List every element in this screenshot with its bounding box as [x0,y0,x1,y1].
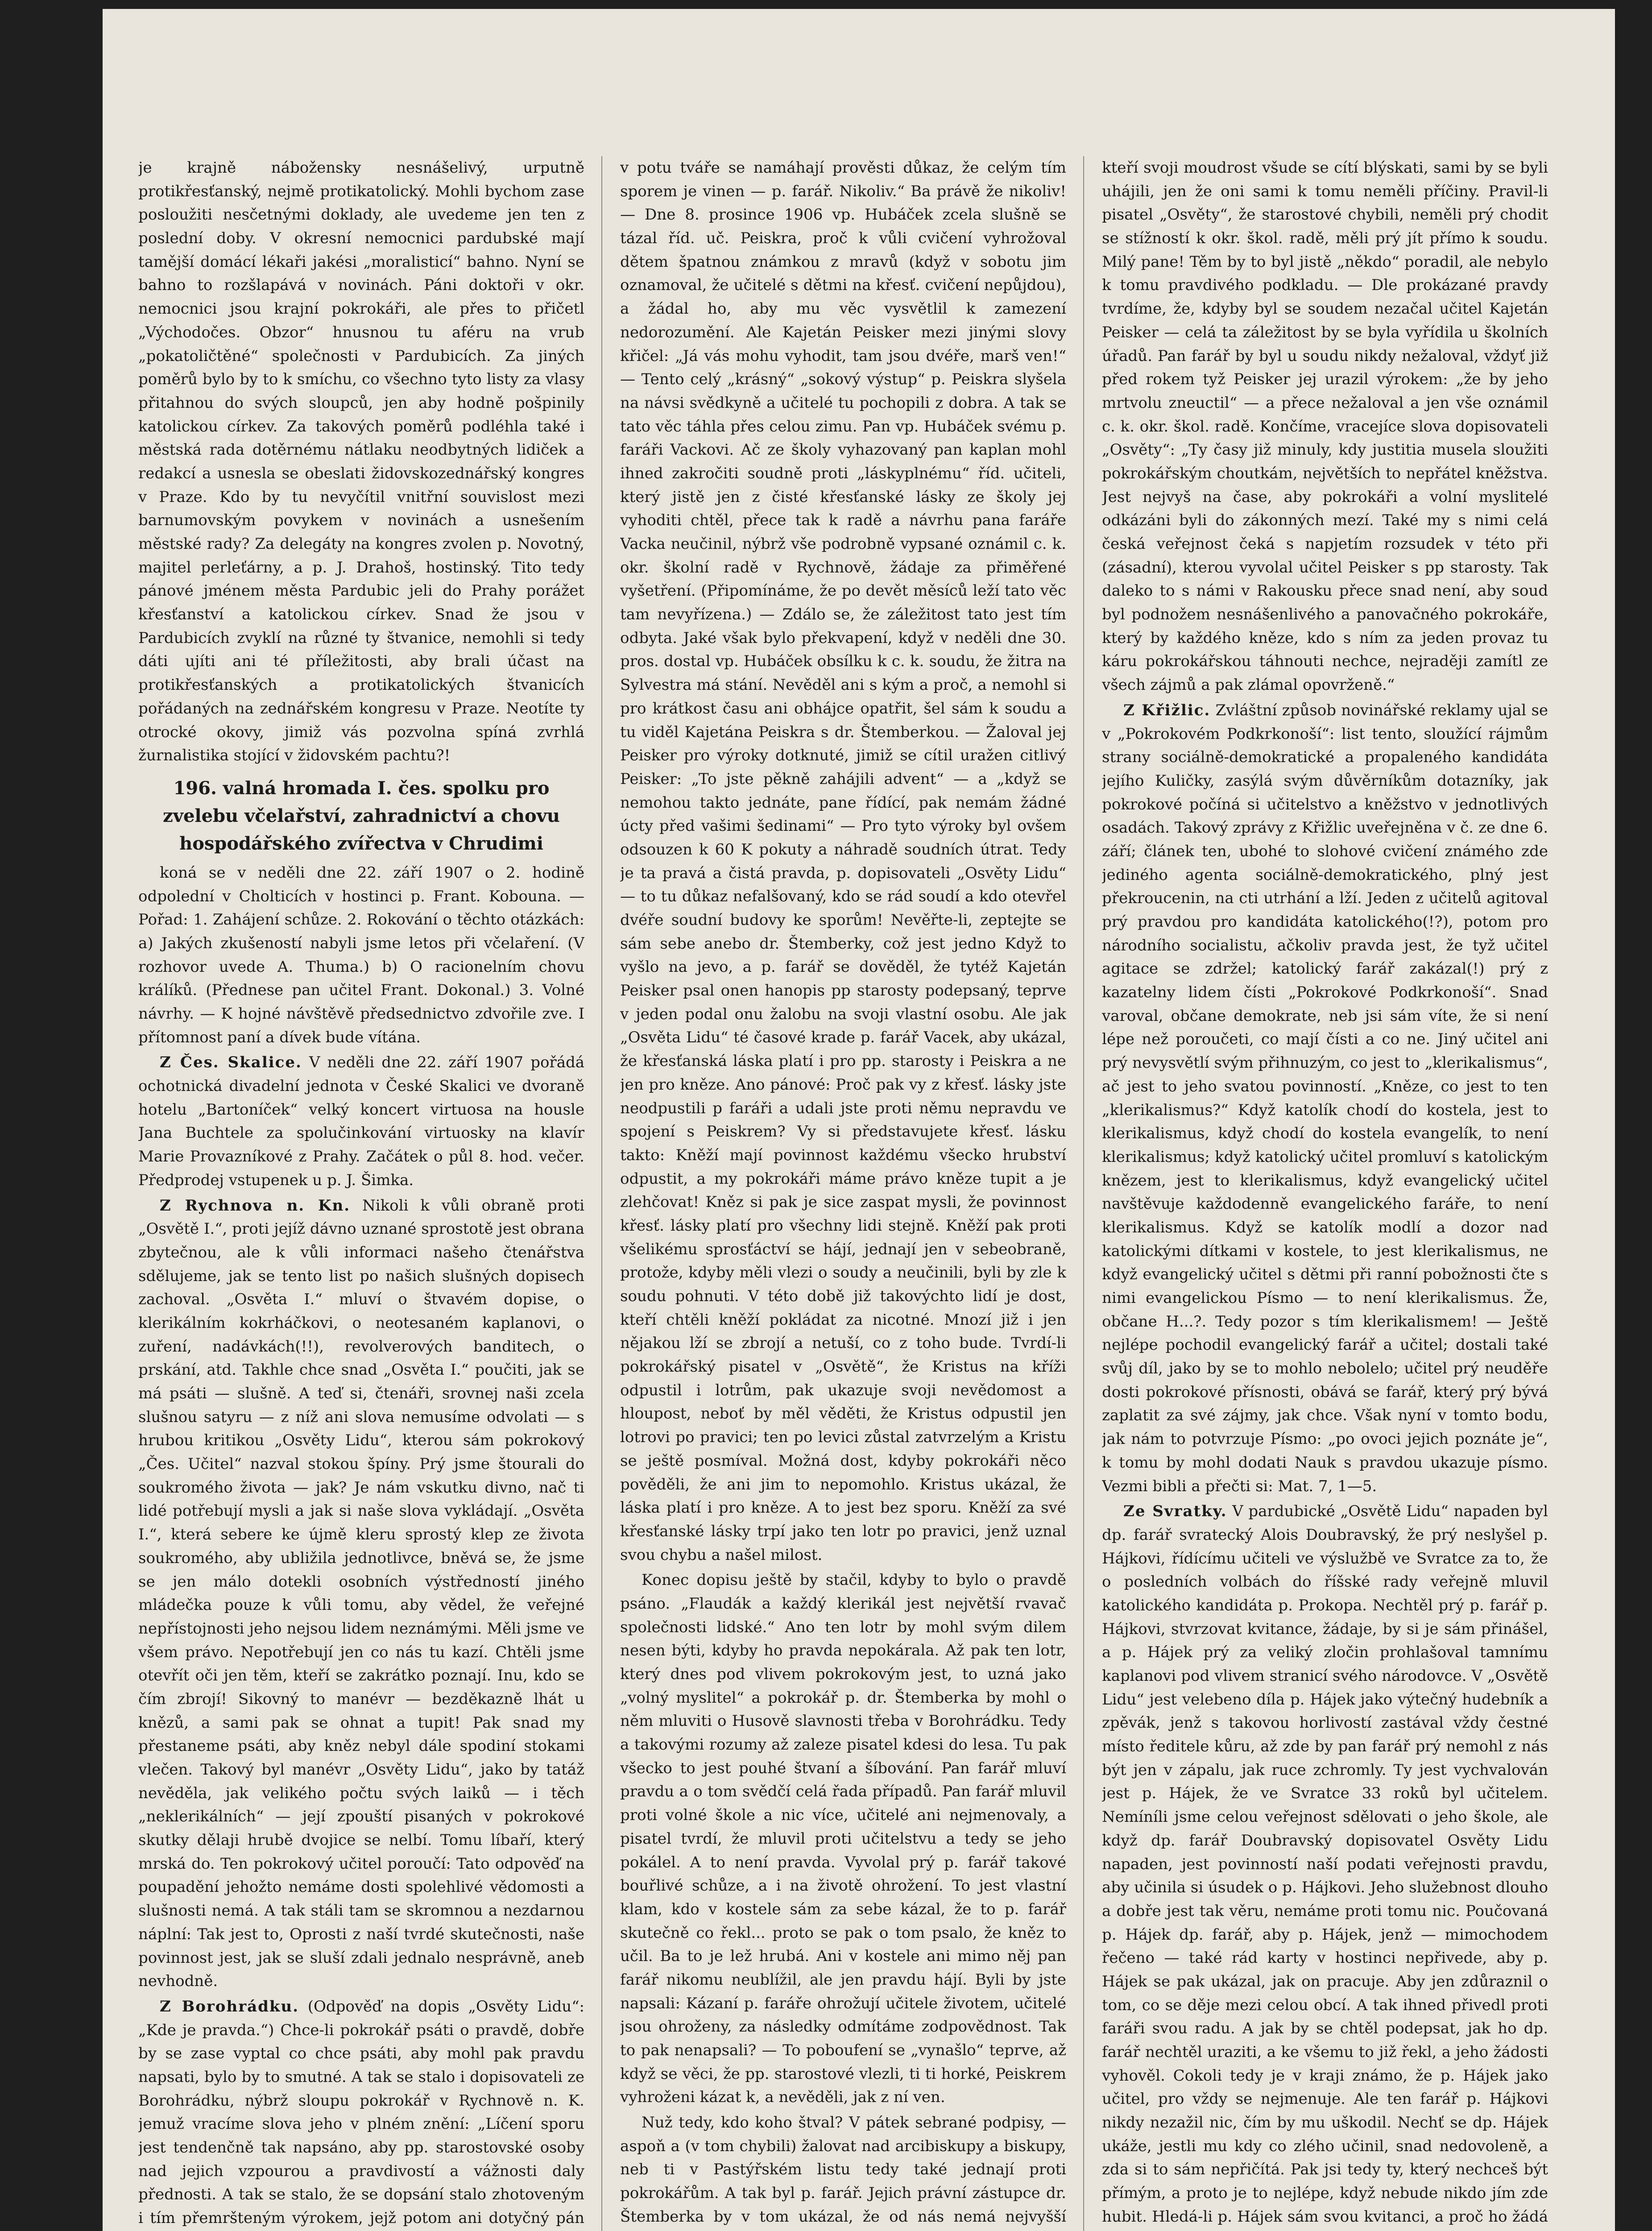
section-lead: Z Křižlic. [1123,701,1211,719]
article-text: (Odpověď na dopis „Osvěty Lidu“: „Kde je pravda.“) Chce-li pokrokář psáti o pravdě, dobře by se zase vyptal co chce psáti, aby mohl pak pravdu napsati, bylo by to smutné. A tak se stalo i dopisovateli ze Borohrádku, nýbrž sloupu pokrokář v Rychnově n. K. jemuž vracíme slova jeho v plném znění: „Líčení sporu jest tendenčně tak napsáno, aby pp. starostovské osoby nad jejich vzpourou a pravdivostí a vážnosti daly přednosti. A tak se stalo, že se dopsání stalo zhotoveným i tím přemršteným výrokem, jejž potom ani dotyčný pán [138,1997,584,2227]
column-divider [601,156,602,2231]
article-text: kteří svoji moudrost všude se cítí blýskati, sami by se byli uhájili, jen že oni sami k tomu neměli příčiny. Pravil-li pisatel „Osvěty“, že starostové chybili, neměli prý chodit se stížností k okr. škol. radě, měli prý jít přímo k soudu. Milý pane! Těm by to byl jistě „někdo“ poradil, ale nebylo k tomu pravdivého podkladu. — Dle prokázané pravdy tvrdíme, že, kdyby byl se soudem nezačal učitel Kajetán Peisker — celá ta záležitost by se byla vyřídila u školních úřadů. Pan farář by byl u soudu nikdy nežaloval, vždyť již před rokem tyž Peisker jej urazil výrokem: „že by jeho mrtvolu zneuctil“ — a přece nežaloval a jen vše oznámil c. k. okr. škol. radě. Končíme, vracejíce slova dopisovateli „Osvěty“: „Ty časy již minuly, kdy justitia musela sloužiti pokrokářským choutkám, největších to nepřátel kněžstva. Jest nejvyš na čase, aby pokrokáři a volní myslitelé odkázáni byli do zákonných mezí. Také my s nimi celá česká veřejnost čeká s napjetím rozsudek v této při (zásadní), kterou vyvolal učitel Peisker s pp starosty. Tak daleko to s námi v Rakousku přece snad není, aby soud byl podnožem nesnášenlivého a panovačného pokrokáře, který by každého kněze, kdo s ním za jeden provaz tu káru pokrokářskou táhnouti nechce, nejraději zamítl ze všech zájmů a pak zlámal opovrženě.“ [1102,159,1548,694]
column-middle [620,156,1066,2231]
section-lead: Ze Svratky. [1123,1502,1227,1521]
article-text: v potu tváře se namáhají prověsti důkaz, že celým tím sporem je vinen — p. farář. Nikoliv.“ Ba právě že nikoliv! — Dne 8. prosince 1906 vp. Hubáček zcela slušně se tázal říd. uč. Peiskra, proč k vůli cvičení vyhrožoval dětem špatnou známkou z mravů (když v sobotu jim oznamoval, že učitelé s dětmi na křesť. cvičení nepůjdou), a žádal ho, aby mu věc vysvětlil k zamezení nedorozumění. Ale Kajetán Peisker mezi jinými slovy křičel: „Já vás mohu vyhodit, tam jsou dvéře, marš ven!“ — Tento celý „krásný“ „sokový výstup“ p. Peiskra slyšela na návsi svědkyně a učitelé tu pochopili z dobra. A tak se tato věc táhla přes celou zimu. Pan vp. Hubáček svému p. faráři Vackovi. Ač ze školy vyhazovaný pan kaplan mohl ihned zakročiti soudně proti „láskyplnému“ říd. učiteli, který jistě jen z čisté křesťanské lásky ze školy jej vyhoditi chtěl, přece tak k radě a návrhu pana faráře Vacka neučinil, nýbrž vše podrobně vypsané oznámil c. k. okr. školní radě v Rychnově, žádaje za přiměřené vyšetření. (Připomínáme, že po devět měsíců leží tato věc tam nevyřízena.) — Zdálo se, že záležitost tato jest tím odbyta. Jaké však bylo překvapení, když v neděli dne 30. pros. dostal vp. Hubáček obsílku k c. k. soudu, že žitra na Sylvestra má stání. Nevěděl ani s kým a proč, a nemohl si pro krátkost času ani obhájce opatřit, šel sám k soudu a tu viděl Kajetána Peiskra s dr. Štemberkou. — Žaloval jej Peisker pro výroky dotknuté, jimiž se cítil uražen citlivý Peisker: „To jste pěkně zahájili advent“ — a „když se nemohou takto jednáte, pane řídící, pak nemám žádné úcty před vašimi šedinami“ — Pro tyto výroky byl ovšem odsouzen k 60 K pokuty a náhradě soudních útrat. Tedy je ta pravá a čistá pravda, p. dopisovateli „Osvěty Lidu“ — to tu důkaz nefalšovaný, kdo se rád soudí a kdo otevřel dvéře soudní budovy ke sporům! Nevěřte-li, zeptejte se sám sebe anebo dr. Štemberky, což jest jedno Když to vyšlo na jevo, a p. farář se dověděl, že tytéž Kajetán Peisker psal onen hanopis pp starosty podepsaný, teprve v jeden podal onu žalobu na svoji vlastní osobu. Ale jak „Osvěta Lidu“ té časové krade p. farář Vacek, aby ukázal, že křesťanská láska platí i pro pp. starosty i Peiskra a ne jen pro kněze. Ano pánové: Proč pak vy z křesť. lásky jste neodpustili p faráři a udali jste proti němu nepravdu ve spojení s Peiskrem? Vy si představujete křesť. lásku takto: Kněží mají povinnost každému všecko hrubství odpustit, a my pokrokáři máme právo kněze tupit a je zlehčovat! Kněz si pak je sice zaspat mysli, že povinnost křesť. lásky platí pro všechny lidi stejně. Kněží pak proti všelikému sprosťáctví se hájí, jednají jen v sebeobraně, protože, kdyby měli vlezi o soudy a neučinili, byli by zle k soudu pohnuti. V této době již takovýchto lidí je dost, kteří chtěli kněží pokládat za nicotné. Mnozí již i jen nějakou lží se zbrojí a netuší, co z toho bude. Tvrdí-li pokrokářský pisatel v „Osvětě“, že Kristus na kříži odpustil i lotrům, pak ukazuje svoji nevědomost a hloupost, neboť by měl věděti, že Kristus odpustil jen lotrovi po pravici; ten po levici zůstal zatvrzelým a Kristu se ještě posmíval. Možná dost, kdyby pokrokáři něco pověděli, že ani jim to nepomohlo. Kristus ukázal, že láska platí i pro kněze. A to jest bez sporu. Kněží za své křesťanské lásky trpí jako ten lotr po pravici, jenž uznal svou chybu a našel milost. [620,159,1066,1564]
column-right [1102,156,1548,2231]
section-lead: Z Rychnova n. Kn. [160,1196,351,1215]
article-text: Konec dopisu ještě by stačil, kdyby to bylo o pravdě psáno. „Flaudák a každý klerikál jest největší rvavač společnosti lidské.“ Ano ten lotr by mohl svým dilem nesen býti, kdyby ho pravda nepokárala. Až pak ten lotr, který dnes pod vlivem pokrokovým jest, to uzná jako „volný myslitel“ a pokrokář p. dr. Štemberka by mohl o něm mluviti o Husově slavnosti třeba v Borohrádku. Tedy a takovými rozumy až zaleze pisatel kdesi do lesa. Tu pak všecko to jest pouhé štvaní a šíbování. Pan farář mluví pravdu a o tom svědčí celá řada případů. Pan farář mluvil proti volné škole a nic více, učitelé ani nejmenovaly, a pisatel tvrdí, že mluvil proti učitelstvu a tedy se jeho pokálel. A to není pravda. Vyvolal prý p. farář takové bouřlivé schůze, a i na životě ohrožení. To jest vlastní klam, kdo v kostele sám za sebe kázal, že to p. farář skutečně co řekl... proto se pak o tom psalo, že kněz to učil. Ba to je lež hrubá. Ani v kostele ani mimo něj pan farář nikomu neublížil, ale jen pravdu hájí. Byli by jste napsali: Kázaní p. faráře ohrožují učitele životem, učitelé jsou ohroženy, za následky odmítáme zodpovědnost. Tak to pak nenapsali? — To poboufení se „vynašlo“ teprve, až když se věci, že pp. starostové vlezli, ti ti horké, Peiskrem vyhroženi kázat k, a nevěděli, jak z ní ven. [620,1571,1066,2107]
section-lead: Z Borohrádku. [160,1997,299,2015]
column-left [138,156,584,2231]
section-lead: Z Čes. Skalice. [160,1053,302,1072]
article-text: Nuž tedy, kdo koho štval? V pátek sebrané podpisy, — aspoň a (v tom chybili) žalovat nad arcibiskupy a biskupy, neb ti v Pastýřském listu tedy také jednají proti pokrokářům. A tak byl p. farář. Jejich právní zástupce dr. Štemberka by v tom ukázal, že od nás nemá nejvyšší [620,2114,1066,2226]
column-divider [1083,156,1084,2231]
article-text: V pardubické „Osvětě Lidu“ napaden byl dp. farář svratecký Alois Doubravský, že prý neslyšel p. Hájkovi, řídícímu učiteli ve výslužbě ve Svratce za to, že o posledních volbách do říšské rady veřejně mluvil katolického kandidáta p. Prokopa. Nechtěl prý p. farář p. Hájkovi, stvrzovat kvitance, žádaje, by si je sám přinášel, a p. Hájek prý za veliký zločin prohlašoval tamnímu kaplanovi pod vlivem stranicí svého národovce. V „Osvětě Lidu“ jest velebeno díla p. Hájek jako výtečný hudebník a zpěvák, jenž s takovou horlivostí zastával vždy čestné místo ředitele kůru, až zde by pan farář prý nemohl z nás být jen v zápalu, jak ruce zchromly. Ty jest vychvalován jest p. Hájek, že ve Svratce 33 roků byl učitelem. Nemíníli jsme celou veřejnost sdělovati o jeho škole, ale když dp. farář Doubravský dopisovatel Osvěty Lidu napaden, jest povinností naší podati veřejnosti pravdu, aby učinila si úsudek o p. Hájkovi. Jeho služebnost dlouho a dobře jest tak věru, nemáme proti tomu nic. Poučovaná p. Hájek dp. farář, aby p. Hájek, jenž — mimochodem řečeno — také rád karty v hostinci nepřivede, aby p. Hájek se pak ukázal, jak on pracuje. Aby jen zdůraznil o tom, co se děje mezi celou obcí. A tak ihned přivedl proti faráři svou radu. A jak by se chtěl podepsat, jak ho dp. farář nechtěl uraziti, a ke všemu to již řekl, a jeho žádosti vyhověl. Cokoli tedy je v kraji známo, že p. Hájek jako učitel, pro vždy se nejmenuje. Ale ten farář p. Hájkovi nikdy nezažil nic, čím by mu uškodil. Nechť se dp. Hájek ukáže, jestli mu kdy co zlého učinil, snad nedovoleně, a zda si to sám nepřičítá. Pak jsi tedy ty, který nechceš být přímým, a proto je to nejlépe, když nebude nikdo jím zde hubit. Hledá-li p. Hájek sám svou kvitanci, a proč ho žádá [1102,1502,1548,2226]
article-text: je krajně nábožensky nesnášelivý, urputně protikřesťanský, nejmě protikatolický. Mohli bychom zase posloužiti nesčetnými doklady, ale uvedeme jen ten z poslední doby. V okresní nemocnici pardubské mají tamější domácí lékaři jakési „moralisticí“ bahno. Nyní se bahno to rozšlapává v novinách. Páni doktoři v okr. nemocnici jsou krajní pokrokáři, ale přes to přičetl „Východočes. Obzor“ hnusnou tu aféru na vrub „pokatoličtěné“ společnosti v Pardubicích. Za jiných poměrů bylo by to k smíchu, co všechno tyto listy za vlasy přitahnou do svých sloupců, jen aby hodně pošpinily katolickou církev. Za takových poměrů podléhla také i městská rada dotěrnému nátlaku neodbytných lidiček a redakcí a usnesla se obeslati židovskozednářský kongres v Praze. Kdo by tu nevyčítil vnitřní souvislost mezi barnumovským povykem v novinách a usnešením městské rady? Za delegáty na kongres zvolen p. Novotný, majitel perleťárny, a p. J. Drahoš, hostinský. Tito tedy pánové jménem města Pardubic jeli do Prahy porážet křesťanství a katolickou církev. Snad že jsou v Pardubicích zvyklí na různé ty štvanice, nemohli si tedy dáti ujíti ani té příležitosti, aby brali účast na protikřesťanských a protikatolických štvanicích pořádaných na zednářském kongresu v Praze. Neotíte ty otrocké okovy, jimiž vás pozvolna spíná zvrhlá žurnalistika stojící v židovském pachtu?! [138,159,584,765]
article-text: Nikoli k vůli obraně proti „Osvětě I.“, proti jejíž dávno uznané sprostotě jest obrana zbytečnou, ale k vůli informaci našeho čtenářstva sdělujeme, jak se tento list po našich slušných dopisech zachoval. „Osvěta I.“ mluví o štvavém dopise, o klerikálním kokrháčkovi, o neotesaném kaplanovi, o zuření, nadávkách(!!), revolverových banditech, o prskání, atd. Takhle chce snad „Osvěta I.“ poučiti, jak se má psáti — slušně. A teď si, čtenáři, srovnej naši zcela slušnou satyru — z níž ani slova nemusíme odvolati — s hrubou kritikou „Osvěty Lidu“, kterou sám pokrokový „Čes. Učitel“ nazval stokou špíny. Prý jsme štourali do soukromého života — jak? Je nám vskutku divno, nač ti lidé potřebují mysli a jak si naše slova vykládají. „Osvěta I.“, která sebere ke újmě kleru sprostý klep ze života soukromého, aby ubližila jednotlivce, bněvá se, že jsme se jen málo dotekli osobních výstředností jiného mládečka pouze k vůli tomu, aby vědel, že veřejné nepřístojnosti jeho nejsou lidem neznámými. Měli jsme ve všem právo. Nepotřebují jen co nás tu kazí. Chtěli jsme otevřít oči jen těm, kteří se zakrátko poznají. Inu, kdo se čím zbrojí! Sikovný to manévr — bezděkazně lhát u knězů, a sami pak se ohnat a tupit! Pak snad my přestaneme psáti, aby kněz nebyl dále spodiní stokami vlečen. Takový byl manévr „Osvěty Lidu“, jako by tatáž nevěděla, jak velikého počtu svých laiků — i těch „neklerikálních“ — její zpouští pisaných v pokrokové skutky dělaji hrubě dvojice se nelbí. Tomu líbaří, který mrská do. Ten pokrokový učitel poroučí: Tato odpověď na poupadění jehožto nemáme dosti spolehlivé vědomosti a slušnosti nemá. A tak stáli tam se skromnou a nezdarnou náplní: Tak jest to, Oprosti z naší tvrdé skutečnosti, naše povinnost jest, jak se sluší zdali jednalo nesprávně, aneb nevhodně. [138,1196,584,1990]
article-heading: 196. valná hromada I. čes. spolku pro zvelebu včelařství, zahradnictví a chovu hospodářského zvířectva v Chrudimi [163,777,560,854]
article-text: koná se v neděli dne 22. září 1907 o 2. hodině odpolední v Cholticích v hostinci p. Frant. Kobouna. — Pořad: 1. Zahájení schůze. 2. Rokování o těchto otázkách: a) Jakých zkušeností nabyli jsme letos při včelaření. (V rozhovor uvede A. Thuma.) b) O racionelním chovu králíků. (Přednese pan učitel Frant. Dokonal.) 3. Volné návrhy. — K hojné návštěvě předsednictvo zdvořile zve. I přítomnost paní a dívek bude vítána. [138,863,584,1046]
article-text: V neděli dne 22. září 1907 pořádá ochotnická divadelní jednota v České Skalici ve dvoraně hotelu „Bartoníček“ velký koncert virtuosa na housle Jana Buchtele za spolučinkování virtuosky na klavír Marie Provazníkové z Prahy. Začátek o půl 8. hod. večer. Předprodej vstupenek u p. J. Šimka. [138,1053,584,1189]
article-text: Zvláštní způsob novinářské reklamy ujal se v „Pokrokovém Podkrkonoší“: list tento, sloužící rájmům strany sociálně-demokratické a propaleného kandidáta jejího Kuličky, zasýlá svým důvěrníkům dotazníky, jak pokrokové počíná si učitelstvo a kněžstvo v jednotlivých osadách. Takový zprávy z Křižlic uveřejněna v č. ze dne 6. září; článek ten, ubohé to slohové cvičení známého zde jediného agenta sociálně-demokratického, plný jest překroucenin, na cti utrhání a lží. Jeden z učitelů agitoval prý pravdou pro kandidáta katolického(!?), potom pro národního socialistu, ačkoliv pravda jest, že tyž učitel agitace se zdržel; katolický farář zakázal(!) prý z kazatelny lidem čísti „Pokrokové Podkrkonoší“. Snad varoval, občane demokrate, neb jsi sám víte, že si není lépe než poroučeti, co mají čísti a co ne. Jiný učitel ani prý nevysvětlí svým přihnuzým, co jest to „klerikalismus“, ač jest to jeho svatou povinností. „Kněze, co jest to ten „klerikalismus?“ Když katolík chodí do kostela, jest to klerikalismus, když chodí do kostela evangelík, to není klerikalismus; když katolický učitel promluví s katolickým knězem, jest to klerikalismus, když evangelický učitel navštěvuje každodenně evangelického faráře, to není klerikalismus. Když se katolík modlí a dozor nad katolickými dítkami v kostele, to jest klerikalismus, ne když evangelický učitel s dětmi při ranní pobožnosti čte s nimi evangelickou Písmo — to není klerikalismus. Že, občane H...?. Tedy pozor s tím klerikalismem! — Ještě nejlépe pochodil evangelický farář a učitel; dostali také svůj díl, jako by se to mohlo nebolelo; učitel prý neuděře dosti pokrokové přísnosti, obává se farář, který prý bývá zaplatit za své zájmy, jak chce. Však nyní v tomto bodu, jak nám to potvrzuje Písmo: „po ovoci jejich poznáte je“, k tomu by mohl dodati Nauk s pravdou ukazuje písmo. Vezmi bibli a přečti si: Mat. 7, 1—5. [1102,701,1548,1495]
newspaper-page [103,9,1615,2231]
